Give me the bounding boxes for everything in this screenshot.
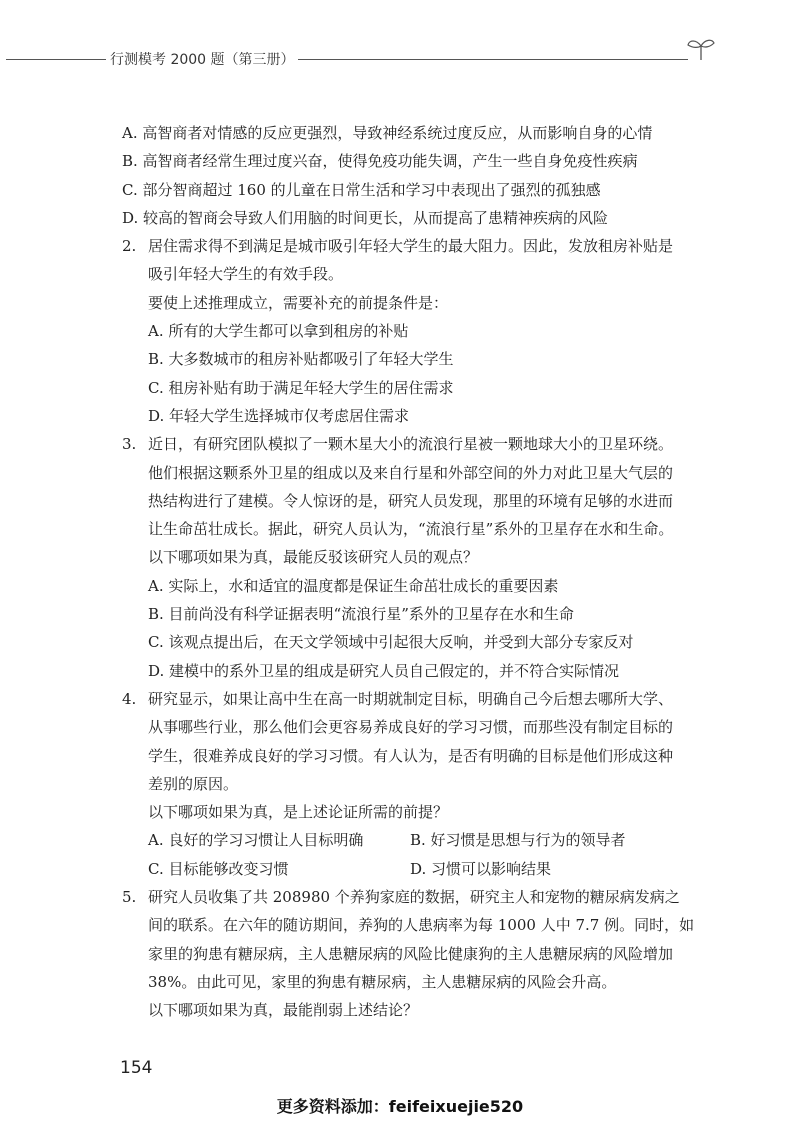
q4-stem-text: 研究显示，如果让高中生在高一时期就制定目标，明确自己今后想去哪所大学、 bbox=[148, 689, 674, 708]
q4-number: 4. bbox=[122, 689, 137, 708]
question-content bbox=[122, 119, 722, 1025]
q4-option-d: D. 习惯可以影响结果 bbox=[410, 859, 552, 878]
q5-number: 5. bbox=[122, 888, 137, 907]
q4-option-a: A. 良好的学习习惯让人目标明确 bbox=[148, 831, 364, 850]
header-title: 行测模考 2000 题（第三册） bbox=[110, 52, 295, 68]
q4-option-b: B. 好习惯是思想与行为的领导者 bbox=[410, 831, 626, 850]
q1-option-d: D. 较高的智商会导致人们用脑的时间更长，从而提高了患精神疾病的风险 bbox=[122, 208, 609, 227]
header-rule-right bbox=[298, 59, 688, 60]
q4-options-row bbox=[122, 826, 722, 854]
q3-option-c: C. 该观点提出后，在天文学领域中引起很大反响，并受到大部分专家反对 bbox=[148, 633, 634, 652]
q3-stem-line bbox=[122, 430, 722, 458]
q3-option-b: B. 目前尚没有科学证据表明“流浪行星”系外的卫星存在水和生命 bbox=[148, 605, 574, 624]
q1-option-c: C. 部分智商超过 160 的儿童在日常生活和学习中表现出了强烈的孤独感 bbox=[122, 180, 601, 199]
q1-option-b: B. 高智商者经常生理过度兴奋，使得免疫功能失调，产生一些自身免疫性疾病 bbox=[122, 152, 638, 171]
q3-stem-line: 热结构进行了建模。令人惊讶的是，研究人员发现，那里的环境有足够的水进而 bbox=[148, 491, 674, 510]
q2-option-b: B. 大多数城市的租房补贴都吸引了年轻大学生 bbox=[148, 350, 454, 369]
q1-option-a: A. 高智商者对情感的反应更强烈，导致神经系统过度反应，从而影响自身的心情 bbox=[122, 124, 653, 142]
q3-option-d: D. 建模中的系外卫星的组成是研究人员自己假定的，并不符合实际情况 bbox=[148, 661, 620, 680]
q5-question: 以下哪项如果为真，最能削弱上述结论？ bbox=[148, 1001, 419, 1020]
q5-stem-line: 家里的狗患有糖尿病，主人患糖尿病的风险比健康狗的主人患糖尿病的风险增加 bbox=[148, 944, 674, 963]
q2-question: 要使上述推理成立，需要补充的前提条件是： bbox=[148, 293, 449, 312]
q4-question: 以下哪项如果为真，是上述论证所需的前提？ bbox=[148, 803, 449, 822]
q5-stem-line bbox=[122, 883, 722, 911]
q3-stem-text: 近日，有研究团队模拟了一颗木星大小的流浪行星被一颗地球大小的卫星环绕。 bbox=[148, 435, 674, 454]
running-header bbox=[0, 47, 800, 71]
q3-question: 以下哪项如果为真，最能反驳该研究人员的观点？ bbox=[148, 548, 479, 567]
page-number: 154 bbox=[120, 1058, 153, 1078]
q5-stem-text: 研究人员收集了共 208980 个养狗家庭的数据，研究主人和宠物的糖尿病发病之 bbox=[148, 888, 680, 907]
q2-option-c: C. 租房补贴有助于满足年轻大学生的居住需求 bbox=[148, 378, 454, 397]
q4-stem-line bbox=[122, 685, 722, 713]
q4-stem-line: 从事哪些行业，那么他们会更容易养成良好的学习习惯，而那些没有制定目标的 bbox=[148, 718, 674, 737]
q3-option-a: A. 实际上，水和适宜的温度都是保证生命茁壮成长的重要因素 bbox=[148, 576, 559, 595]
q4-stem-line: 差别的原因。 bbox=[148, 774, 239, 793]
q5-stem-line: 38%。由此可见，家里的狗患有糖尿病，主人患糖尿病的风险会升高。 bbox=[148, 972, 617, 991]
q4-options-row bbox=[122, 855, 722, 883]
q3-stem-line: 让生命茁壮成长。据此，研究人员认为，“流浪行星”系外的卫星存在水和生命。 bbox=[148, 520, 674, 539]
q2-option-a: A. 所有的大学生都可以拿到租房的补贴 bbox=[148, 322, 409, 341]
q4-option-c: C. 目标能够改变习惯 bbox=[148, 859, 289, 878]
q5-stem-line: 间的联系。在六年的随访期间，养狗的人患病率为每 1000 人中 7.7 例。同时，如 bbox=[148, 916, 695, 935]
footer-note: 更多资料添加：feifeixuejie520 bbox=[276, 1097, 524, 1116]
q3-number: 3. bbox=[122, 435, 137, 454]
q2-option-d: D. 年轻大学生选择城市仅考虑居住需求 bbox=[148, 406, 410, 425]
q2-stem-text: 居住需求得不到满足是城市吸引年轻大学生的最大阻力。因此，发放租房补贴是 bbox=[148, 237, 674, 256]
sprout-icon bbox=[684, 37, 718, 61]
q2-stem-line: 吸引年轻大学生的有效手段。 bbox=[148, 265, 344, 284]
q4-stem-line: 学生，很难养成良好的学习习惯。有人认为，是否有明确的目标是他们形成这种 bbox=[148, 746, 674, 765]
q2-number: 2. bbox=[122, 237, 137, 256]
q2-stem-line bbox=[122, 232, 722, 260]
header-rule-left bbox=[6, 59, 106, 60]
q3-stem-line: 他们根据这颗系外卫星的组成以及来自行星和外部空间的外力对此卫星大气层的 bbox=[148, 463, 674, 482]
